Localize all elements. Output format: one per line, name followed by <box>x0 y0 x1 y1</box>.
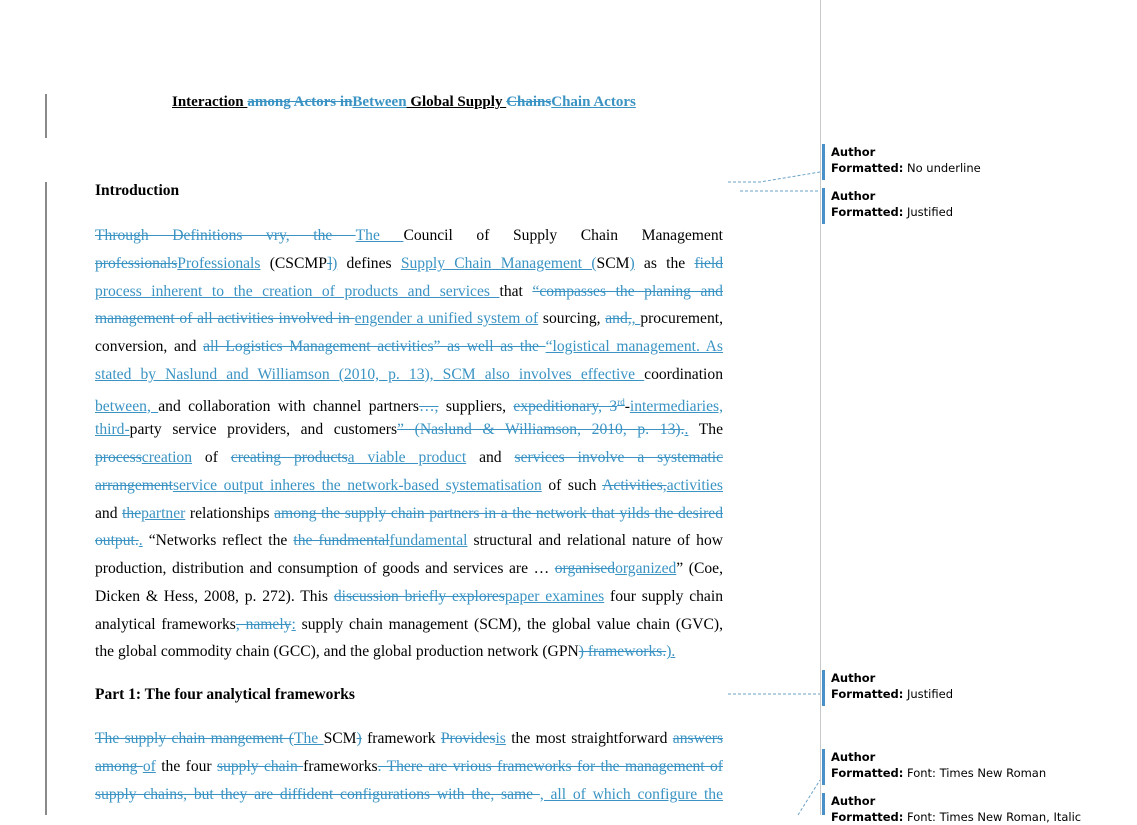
deleted-text: professionals <box>95 254 178 272</box>
deleted-text: among <box>95 757 143 775</box>
inserted-text: ). <box>666 643 676 661</box>
deleted-text: field <box>694 254 724 272</box>
body-text: of such <box>541 476 603 494</box>
inserted-text: organized <box>615 560 677 577</box>
deleted-text: the <box>122 504 142 522</box>
body-text: supply chain management (SCM), the global value chain (GVC), <box>295 615 723 633</box>
balloon-value: Justified <box>903 687 953 701</box>
inserted-text: third- <box>95 421 130 439</box>
balloon-value: Justified <box>903 205 953 219</box>
body-text: the most straightforward <box>505 730 673 747</box>
deleted-text: ) frameworks. <box>578 643 667 661</box>
body-text: ” (Coe, <box>676 560 723 577</box>
body-text: procurement, <box>640 310 724 328</box>
text-line <box>95 305 723 333</box>
body-text: Council of Supply Chain Management <box>403 227 723 244</box>
deleted-text: the fundmental <box>293 532 390 550</box>
inserted-text: activities <box>666 476 723 494</box>
balloon-label: Formatted: <box>831 161 904 175</box>
balloon-author: Author <box>831 794 876 808</box>
deleted-text: ) <box>356 730 362 747</box>
inserted-text: paper examines <box>504 587 605 605</box>
body-text: framework <box>361 730 441 747</box>
deleted-text: …, <box>418 397 439 415</box>
comment-balloon[interactable] <box>822 188 1131 224</box>
comment-balloon[interactable] <box>822 793 1131 824</box>
inserted-text: engender a unified system of <box>354 310 539 328</box>
body-text: structural and relational nature of how <box>467 532 724 550</box>
deleted-text: supply chain <box>217 757 304 775</box>
inserted-text: Between <box>352 94 407 110</box>
body-text: party service providers, and customers <box>129 421 398 439</box>
inserted-text: between, <box>95 397 159 415</box>
inserted-text: ) <box>629 254 635 272</box>
body-text: and <box>466 449 515 466</box>
text-line <box>95 555 723 583</box>
inserted-text: partner <box>141 504 186 522</box>
body-text: the global commodity chain (GCC), and the global production network (GPN <box>95 643 579 661</box>
inserted-text: process inherent to the creation of products and services <box>95 282 500 300</box>
body-text: and collaboration with channel partners <box>158 397 419 415</box>
inserted-text: stated by Naslund and Williamson (2010, p. 13), SCM also involves effective <box>95 365 645 383</box>
text-line <box>95 444 723 472</box>
deleted-text: , namely <box>235 615 292 633</box>
balloon-value: Font: Times New Roman <box>903 766 1047 780</box>
deleted-text: discussion briefly explores <box>333 587 505 605</box>
deleted-text: creating products <box>230 449 348 466</box>
body-text: “Networks reflect the <box>142 532 294 550</box>
text-line <box>95 333 723 361</box>
balloon-author: Author <box>831 145 876 159</box>
inserted-text: a viable product <box>347 449 467 466</box>
heading-introduction: Introduction <box>95 182 180 199</box>
text-line <box>95 500 723 528</box>
text-line <box>95 583 723 611</box>
balloon-detail <box>831 205 953 219</box>
inserted-text: creation <box>141 449 192 466</box>
deleted-text: and, <box>605 310 632 328</box>
deleted-text: Through Definitions vry, the <box>95 227 356 244</box>
body-text: the four <box>155 757 217 775</box>
title-text: Interaction <box>172 94 248 110</box>
text-line <box>95 611 723 639</box>
body-text: of <box>192 449 231 466</box>
deleted-text: process <box>95 449 142 466</box>
deleted-text: The supply chain mangement ( <box>95 730 294 747</box>
deleted-text: “compasses the planing and <box>532 282 723 300</box>
change-bar <box>45 94 47 138</box>
comment-balloon[interactable] <box>822 670 1131 706</box>
deleted-text: management of all activities involved in <box>95 310 355 328</box>
inserted-text: fundamental <box>389 532 468 550</box>
body-text: and <box>95 504 123 522</box>
change-bar <box>45 182 47 815</box>
inserted-text: Chain Actors <box>551 94 636 110</box>
balloon-author: Author <box>831 750 876 764</box>
inserted-text: Professionals <box>177 254 261 272</box>
deleted-text: ] <box>326 254 333 272</box>
deleted-text: organised <box>554 560 616 577</box>
document-title <box>172 94 636 111</box>
inserted-text: . <box>684 421 689 439</box>
body-text: sourcing, <box>538 310 606 328</box>
body-text: SCM <box>596 254 630 272</box>
inserted-text: service output inheres the network-based systematisation <box>172 476 542 494</box>
deleted-text: among the supply chain partners in a the network that yilds the desired <box>274 504 723 522</box>
inserted-text: ) <box>332 254 338 272</box>
deleted-text: among Actors in <box>247 94 353 110</box>
text-line <box>95 527 723 555</box>
deleted-text: Chains <box>506 94 552 110</box>
inserted-text: The <box>355 227 404 244</box>
inserted-text: “logistical management. As <box>545 338 723 355</box>
balloon-label: Formatted: <box>831 766 904 780</box>
inserted-text: , <box>631 310 641 328</box>
inserted-text: . <box>138 532 143 550</box>
deleted-text: expeditionary, 3rd <box>513 396 625 415</box>
body-text: conversion, and <box>95 338 204 355</box>
inserted-text: of <box>142 757 156 775</box>
balloon-value: No underline <box>903 161 981 175</box>
balloon-value: Font: Times New Roman, Italic <box>903 810 1082 824</box>
body-text: The <box>688 421 723 439</box>
balloon-label: Formatted: <box>831 810 904 824</box>
text-line <box>95 416 723 444</box>
body-text: as the <box>634 254 695 272</box>
deleted-text: Activities, <box>602 476 667 494</box>
deleted-text: all Logistics Management activities” as well as the <box>203 338 546 355</box>
inserted-text: intermediaries, <box>629 397 723 415</box>
body-text: analytical frameworks <box>95 615 236 633</box>
heading-part1: Part 1: The four analytical frameworks <box>95 686 355 703</box>
comment-balloon[interactable] <box>822 749 1131 785</box>
text-line <box>95 361 723 389</box>
deleted-text: answers <box>672 730 724 747</box>
body-text: coordination <box>644 365 723 383</box>
deleted-text: ” (Naslund & Williamson, 2010, p. 13). <box>397 421 685 439</box>
text-line <box>95 725 723 753</box>
balloon-author: Author <box>831 671 876 685</box>
intro-paragraph[interactable] <box>95 222 723 666</box>
text-line <box>95 781 723 809</box>
deleted-text: output. <box>95 532 139 550</box>
part1-paragraph[interactable] <box>95 725 723 808</box>
text-line <box>95 389 723 417</box>
body-text: (CSCMP <box>260 254 327 272</box>
deleted-text: Provides <box>440 730 496 747</box>
body-text: suppliers, <box>438 397 514 415</box>
body-text: frameworks <box>303 757 378 775</box>
deleted-text: services involve a systematic <box>514 449 723 466</box>
inserted-text: Supply Chain Management ( <box>400 254 597 272</box>
inserted-text: , all of which configure the <box>539 785 723 803</box>
text-line <box>95 222 723 250</box>
body-text: - <box>624 397 630 415</box>
balloon-label: Formatted: <box>831 687 904 701</box>
inserted-text: : <box>291 615 296 633</box>
deleted-text: . There are vrious frameworks for the management of <box>377 757 724 775</box>
body-text: Dicken & Hess, 2008, p. 272). This <box>95 587 334 605</box>
text-line <box>95 638 723 666</box>
balloon-author: Author <box>831 189 876 203</box>
body-text: that <box>499 282 533 300</box>
balloon-detail <box>831 766 1046 780</box>
body-text: four supply chain <box>604 587 723 605</box>
text-line <box>95 250 723 278</box>
body-text: production, distribution and consumption of goods and services are … <box>95 560 555 577</box>
balloon-detail <box>831 687 953 701</box>
deleted-text: arrangement <box>95 476 173 494</box>
text-line <box>95 472 723 500</box>
title-text: Global Supply <box>406 94 507 110</box>
balloon-label: Formatted: <box>831 205 904 219</box>
body-text: relationships <box>185 504 275 522</box>
body-text: SCM <box>323 730 357 747</box>
body-text: defines <box>337 254 401 272</box>
deleted-text: supply chains, but they are diffident configurations with the, same <box>95 785 540 803</box>
inserted-text: The <box>293 730 324 747</box>
inserted-text: is <box>495 730 506 747</box>
text-line <box>95 753 723 781</box>
text-line <box>95 278 723 306</box>
balloon-detail <box>831 161 981 175</box>
comment-balloon[interactable] <box>822 144 1131 180</box>
balloon-detail <box>831 810 1081 824</box>
